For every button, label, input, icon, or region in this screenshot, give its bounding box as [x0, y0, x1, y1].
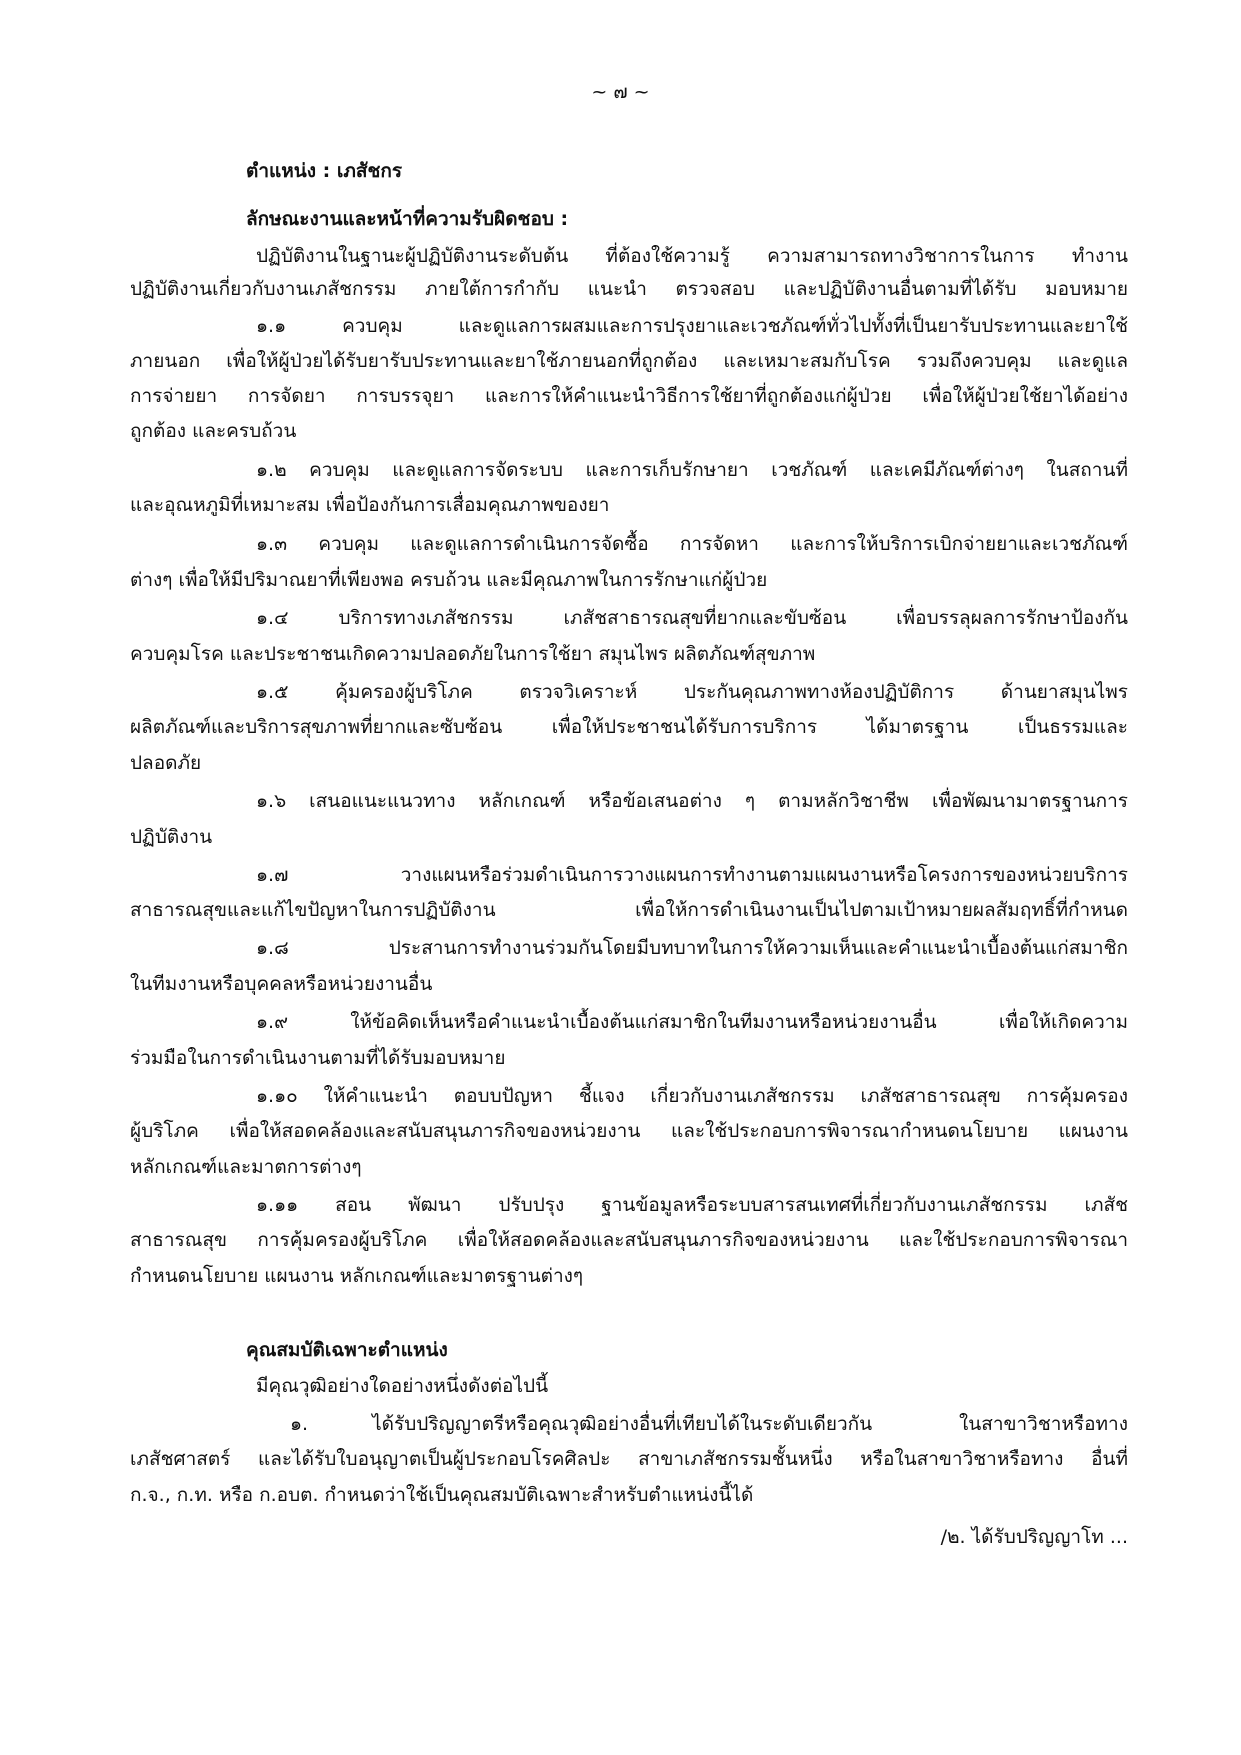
- duties-line: การจ่ายยา การจัดยา การบรรจุยา และการให้คำแนะนำวิธีการใช้ยาที่ถูกต้องแก่ผู้ป่วย เพื่อให้ผู้ป่วยใช้ยาได้อย่าง: [130, 385, 1128, 407]
- duties-line: ๑.๑๑ สอน พัฒนา ปรับปรุง ฐานข้อมูลหรือระบบสารสนเทศที่เกี่ยวกับงานเภสัชกรรม เภสัช: [256, 1194, 1128, 1216]
- duties-line: ร่วมมือในการดำเนินงานตามที่ได้รับมอบหมาย: [130, 1047, 506, 1069]
- duties-line: ๑.๔ บริการทางเภสัชกรรม เภสัชสาธารณสุขที่ยากและขับซ้อน เพื่อบรรลุผลการรักษาป้องกัน: [256, 607, 1128, 629]
- qualification-1-line: เภสัชศาสตร์ และได้รับใบอนุญาตเป็นผู้ประกอบโรคศิลปะ สาขาเภสัชกรรมชั้นหนึ่ง หรือในสาขาวิชาหรือทาง อื่นที่: [130, 1448, 1128, 1470]
- duties-line: ๑.๓ ควบคุม และดูแลการดำเนินการจัดซื้อ การจัดหา และการให้บริการเบิกจ่ายยาและเวชภัณฑ์: [256, 533, 1128, 555]
- duties-line: ๑.๖ เสนอแนะแนวทาง หลักเกณฑ์ หรือข้อเสนอต่าง ๆ ตามหลักวิชาชีพ เพื่อพัฒนามาตรฐานการ: [256, 790, 1128, 812]
- qualifications-heading: คุณสมบัติเฉพาะตำแหน่ง: [246, 1339, 448, 1361]
- duties-line: สาธารณสุข การคุ้มครองผู้บริโภค เพื่อให้สอดคล้องและสนับสนุนภารกิจของหน่วยงาน และใช้ประกอบการพิจารณา: [130, 1229, 1128, 1251]
- duties-line: ปฏิบัติงานในฐานะผู้ปฏิบัติงานระดับต้น ที่ต้องใช้ความรู้ ความสามารถทางวิชาการในการ ทำงาน: [256, 245, 1128, 267]
- duties-line: สาธารณสุขและแก้ไขปัญหาในการปฏิบัติงาน เพื่อให้การดำเนินงานเป็นไปตามเป้าหมายผลสัมฤทธิ์ที่กำหนด: [130, 899, 1128, 921]
- qualification-1-text: ได้รับปริญญาตรีหรือคุณวุฒิอย่างอื่นที่เทียบได้ในระดับเดียวกัน ในสาขาวิชาหรือทาง: [372, 1413, 1128, 1435]
- qualification-1-line: ก.จ., ก.ท. หรือ ก.อบต. กำหนดว่าใช้เป็นคุณสมบัติเฉพาะสำหรับตำแหน่งนี้ได้: [130, 1484, 754, 1506]
- duties-line: ๑.๗ วางแผนหรือร่วมดำเนินการวางแผนการทำงานตามแผนงานหรือโครงการของหน่วยบริการ: [256, 864, 1128, 886]
- duties-line: ๑.๘ ประสานการทำงานร่วมกันโดยมีบทบาทในการให้ความเห็นและคำแนะนำเบื้องต้นแก่สมาชิก: [256, 937, 1128, 959]
- qualifications-intro: มีคุณวุฒิอย่างใดอย่างหนึ่งดังต่อไปนี้: [256, 1375, 549, 1397]
- page-number: ~ ๗ ~: [591, 81, 650, 103]
- duties-line: หลักเกณฑ์และมาตการต่างๆ: [130, 1156, 362, 1178]
- qualification-1-first-line: [290, 1411, 1128, 1437]
- duties-line: ผู้บริโภค เพื่อให้สอดคล้องและสนับสนุนภารกิจของหน่วยงาน และใช้ประกอบการพิจารณากำหนดนโยบาย แผนงาน: [130, 1120, 1128, 1142]
- duties-line: ภายนอก เพื่อให้ผู้ป่วยได้รับยารับประทานและยาใช้ภายนอกที่ถูกต้อง และเหมาะสมกับโรค รวมถึงควบคุม และดูแล: [130, 350, 1128, 372]
- duties-line: ต่างๆ เพื่อให้มีปริมาณยาที่เพียงพอ ครบถ้วน และมีคุณภาพในการรักษาแก่ผู้ป่วย: [130, 569, 768, 591]
- duties-line: ผลิตภัณฑ์และบริการสุขภาพที่ยากและซับซ้อน เพื่อให้ประชาชนได้รับการบริการ ได้มาตรฐาน เป็นธรรมและ: [130, 716, 1128, 738]
- duties-line: ถูกต้อง และครบถ้วน: [130, 420, 297, 442]
- duties-line: ควบคุมโรค และประชาชนเกิดความปลอดภัยในการใช้ยา สมุนไพร ผลิตภัณฑ์สุขภาพ: [130, 643, 816, 665]
- duties-line: ๑.๑๐ ให้คำแนะนำ ตอบบปัญหา ชี้แจง เกี่ยวกับงานเภสัชกรรม เภสัชสาธารณสุข การคุ้มครอง: [256, 1085, 1128, 1107]
- duties-line: ๑.๙ ให้ข้อคิดเห็นหรือคำแนะนำเบื้องต้นแก่สมาชิกในทีมงานหรือหน่วยงานอื่น เพื่อให้เกิดความ: [256, 1011, 1128, 1033]
- position-heading: ตำแหน่ง : เภสัชกร: [246, 160, 403, 182]
- qualification-1-number: ๑.: [290, 1413, 309, 1435]
- duties-line: กำหนดนโยบาย แผนงาน หลักเกณฑ์และมาตรฐานต่างๆ: [130, 1265, 584, 1287]
- duties-line: ๑.๕ คุ้มครองผู้บริโภค ตรวจวิเคราะห์ ประกันคุณภาพทางห้องปฏิบัติการ ด้านยาสมุนไพร: [256, 681, 1128, 703]
- continuation-note: /๒. ได้รับปริญญาโท ...: [940, 1526, 1128, 1548]
- duties-line: ปฏิบัติงานเกี่ยวกับงานเภสัชกรรม ภายใต้การกำกับ แนะนำ ตรวจสอบ และปฏิบัติงานอื่นตามที่ได้รับ มอบหมาย: [130, 278, 1128, 300]
- duties-line: ปฏิบัติงาน: [130, 826, 213, 848]
- duties-line: ๑.๑ ควบคุม และดูแลการผสมและการปรุงยาและเวชภัณฑ์ทั่วไปทั้งที่เป็นยารับประทานและยาใช้: [256, 315, 1128, 337]
- duties-line: ปลอดภัย: [130, 752, 202, 774]
- duties-heading: ลักษณะงานและหน้าที่ความรับผิดชอบ :: [246, 208, 569, 230]
- duties-line: และอุณหภูมิที่เหมาะสม เพื่อป้องกันการเสื่อมคุณภาพของยา: [130, 494, 610, 516]
- duties-line: ในทีมงานหรือบุคคลหรือหน่วยงานอื่น: [130, 973, 433, 995]
- duties-line: ๑.๒ ควบคุม และดูแลการจัดระบบ และการเก็บรักษายา เวชภัณฑ์ และเคมีภัณฑ์ต่างๆ ในสถานที่: [256, 459, 1128, 481]
